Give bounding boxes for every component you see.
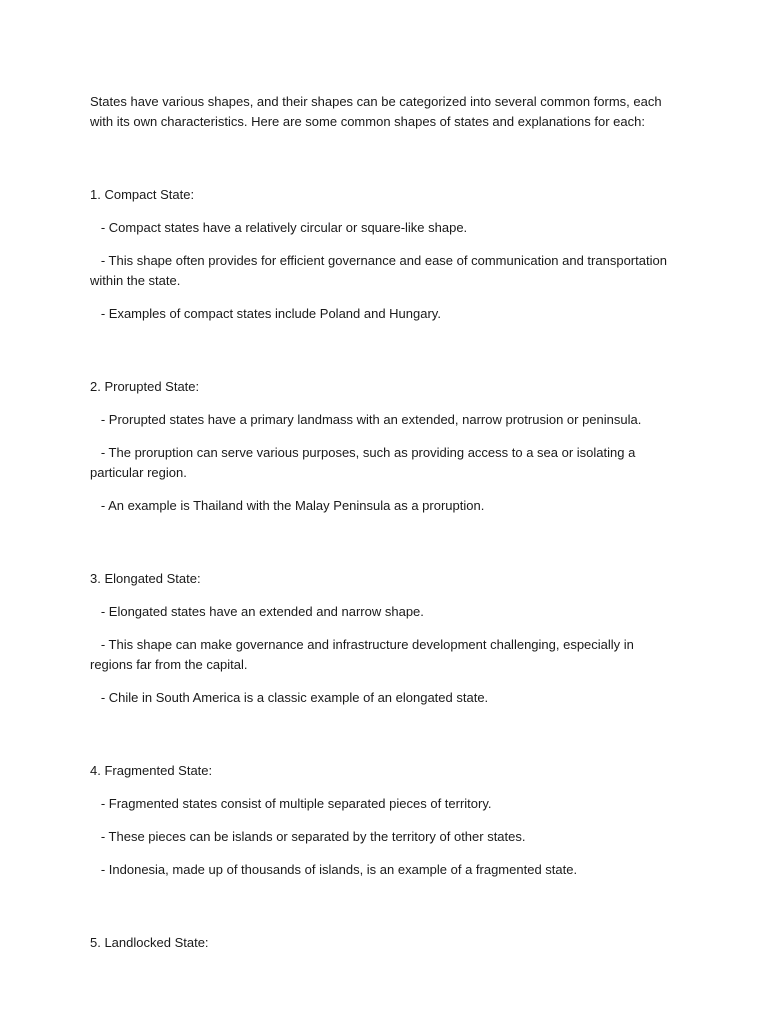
section-heading: 5. Landlocked State: [90, 935, 209, 950]
bullet-item: - Elongated states have an extended and narrow shape. [90, 604, 424, 619]
section-heading: 1. Compact State: [90, 187, 195, 202]
section-compact [90, 185, 680, 324]
section-prorupted [90, 377, 680, 516]
bullet-item: - Prorupted states have a primary landmass with an extended, narrow protrusion or peninsula. [90, 412, 642, 427]
bullet-item: - This shape often provides for efficient governance and ease of communication and transportation within the state. [90, 253, 671, 288]
bullet-item: - Examples of compact states include Poland and Hungary. [90, 306, 441, 321]
bullet-item: - This shape can make governance and infrastructure development challenging, especially in regions far from the capital. [90, 637, 638, 672]
bullet-item: - An example is Thailand with the Malay Peninsula as a proruption. [90, 498, 485, 513]
bullet-item: - Fragmented states consist of multiple separated pieces of territory. [90, 796, 492, 811]
bullet-item: - The proruption can serve various purposes, such as providing access to a sea or isolating a particular region. [90, 445, 639, 480]
bullet-item: - Chile in South America is a classic example of an elongated state. [90, 690, 489, 705]
section-heading: 4. Fragmented State: [90, 763, 213, 778]
bullet-item: - Indonesia, made up of thousands of islands, is an example of a fragmented state. [90, 862, 578, 877]
section-elongated [90, 569, 680, 708]
intro-paragraph: States have various shapes, and their shapes can be categorized into several common forms, each with its own characteristics. Here are some common shapes of states and explanations for each: [90, 94, 666, 129]
bullet-item: - These pieces can be islands or separated by the territory of other states. [90, 829, 526, 844]
section-heading: 3. Elongated State: [90, 571, 201, 586]
bullet-item: - Compact states have a relatively circular or square-like shape. [90, 220, 468, 235]
section-landlocked [90, 933, 680, 953]
section-heading: 2. Prorupted State: [90, 379, 200, 394]
document-page [90, 92, 680, 966]
section-fragmented [90, 761, 680, 880]
